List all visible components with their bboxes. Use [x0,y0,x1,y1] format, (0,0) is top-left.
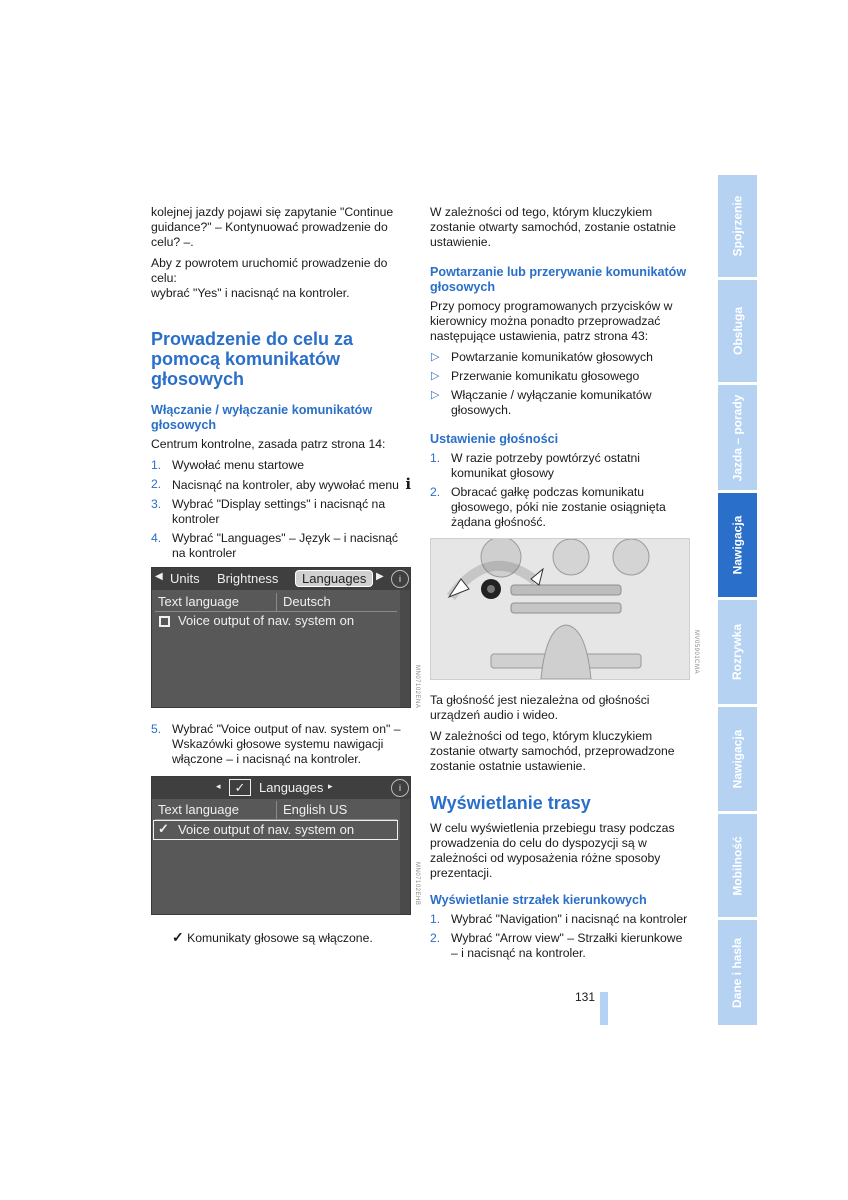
triangle-bullet-icon: ▷ [431,370,440,382]
list-item: 2. Wybrać "Arrow view" – Strzałki kierunkowe – i nacisnąć na kontroler. [430,931,683,960]
settings-dial-icon: i [391,570,409,588]
row-voice-output-selected: ✓ Voice output of nav. system on [153,820,398,840]
tab-brightness: Brightness [217,571,279,586]
info-icon: i [405,475,412,493]
sidebar-tab-jazda-porady[interactable]: Jazda – porady [718,385,757,490]
subsection-title: Ustawienie głośności [430,432,559,446]
triangle-bullet-icon: ▷ [431,389,440,401]
chevron-left-icon: ◀ [155,571,163,582]
paragraph: kolejnej jazdy pojawi się zapytanie "Continue guidance?" – Kontynuować prowadzenie do celu? –. [151,205,394,249]
checkmark-icon: ✓ [172,929,184,945]
sidebar-tab-mobilnosc[interactable]: Mobilność [718,814,757,917]
sidebar-tab-obsluga[interactable]: Obsługa [718,280,757,382]
subsection-title: Powtarzanie lub przerywanie komunikatów głosowych [430,265,687,294]
sidebar-tab-dane-i-hasla[interactable]: Dane i hasła [718,920,757,1025]
dashboard-illustration [431,539,689,679]
row-text-language: Text language English US [155,801,397,820]
list-item: ▷ Włączanie / wyłączanie komunikatów głosowych. [431,388,652,417]
image-code: MN07102EHB [414,862,420,906]
dashboard-photo [430,538,690,680]
list-item: ▷ Powtarzanie komunikatów głosowych [431,350,653,364]
paragraph: Aby z powrotem uruchomić prowadzenie do celu: wybrać "Yes" i nacisnąć na kontroler. [151,256,388,300]
row-voice-output: Voice output of nav. system on [155,612,397,630]
subsection-title: Włączanie / wyłączanie komunikatów głosowych [151,403,373,432]
sidebar-tab-nawigacja-active[interactable]: Nawigacja [718,493,757,597]
page-number: 131 [575,990,596,1004]
display-screenshot-voice-output [151,776,411,915]
list-item: 2. Obracać gałkę podczas komunikatu głosowego, póki nie zostanie osiągnięta żądana głośność. [430,485,666,529]
bullet-list [430,350,690,418]
chapter-sidebar [718,175,757,1025]
triangle-bullet-icon: ▷ [431,351,440,363]
checkbox-empty-icon [159,616,170,627]
note: ✓ Komunikaty głosowe są włączone. [172,929,373,945]
paragraph: Ta głośność jest niezależna od głośności urządzeń audio i wideo. [430,693,650,722]
settings-dial-icon: i [391,779,409,797]
chevron-right-icon: ▶ [376,571,384,582]
paragraph: Przy pomocy programowanych przycisków w kierownicy można ponadto przeprowadzać następujące ustawienia, patrz strona 43: [430,299,673,343]
screen-title: Languages [259,780,324,795]
title-bar [152,777,410,799]
list-item: 3. Wybrać "Display settings" i nacisnąć na kontroler [151,497,386,526]
page-marker-bar [600,992,608,1025]
paragraph: W zależności od tego, którym kluczykiem zostanie otwarty samochód, przeprowadzone zostanie ostatnie ustawienie. [430,729,675,773]
list-item: 5. Wybrać "Voice output of nav. system on" – Wskazówki głosowe systemu nawigacji włączone – i nacisnąć na kontroler. [151,722,401,766]
steps-list [430,912,690,961]
chevron-left-icon: ◂ [216,781,221,791]
right-column-lower [430,693,690,965]
display-screenshot-languages-menu [151,567,411,708]
step5 [151,722,413,771]
chevron-right-icon: ▸ [328,781,333,791]
sidebar-tab-spojrzenie[interactable]: Spojrzenie [718,175,757,277]
scrollbar [400,590,410,707]
list-item: 1. Wybrać "Navigation" i nacisnąć na kontroler [430,912,688,926]
tab-languages: Languages [295,570,373,587]
paragraph: Centrum kontrolne, zasada patrz strona 14: [151,437,386,451]
right-column [430,205,690,534]
steps-list [430,451,690,530]
scrollbar [400,799,410,914]
sidebar-tab-nawigacja[interactable]: Nawigacja [718,707,757,811]
list-item: 2. Nacisnąć na kontroler, aby wywołać menu i [151,475,412,493]
image-code: MN07102ENA [414,665,420,709]
list-item: ▷ Przerwanie komunikatu głosowego [431,369,640,383]
image-code: MV05901CMA [693,630,699,675]
tab-bar [152,568,410,590]
checkmark-icon: ✓ [229,779,251,796]
left-column [151,205,413,565]
list-item: 1. Wywołać menu startowe [151,458,304,472]
section-title: Wyświetlanie trasy [430,793,591,813]
subsection-title: Wyświetlanie strzałek kierunkowych [430,893,647,907]
list-item: 4. Wybrać "Languages" – Język – i nacisnąć na kontroler [151,531,399,560]
steps-list [151,458,413,561]
paragraph: W zależności od tego, którym kluczykiem zostanie otwarty samochód, zostanie ostatnie ustawienie. [430,205,676,249]
sidebar-tab-rozrywka[interactable]: Rozrywka [718,600,757,704]
row-text-language: Text language Deutsch [155,593,397,612]
list-item: 1. W razie potrzeby powtórzyć ostatni komunikat głosowy [430,451,640,480]
tab-units: Units [170,571,200,586]
checkmark-icon: ✓ [158,821,169,836]
section-title: Prowadzenie do celu za pomocą komunikatów głosowych [151,329,354,389]
paragraph: W celu wyświetlenia przebiegu trasy podczas prowadzenia do celu do dyspozycji są w zależności od wyposażenia różne sposoby prezentacji. [430,821,675,880]
